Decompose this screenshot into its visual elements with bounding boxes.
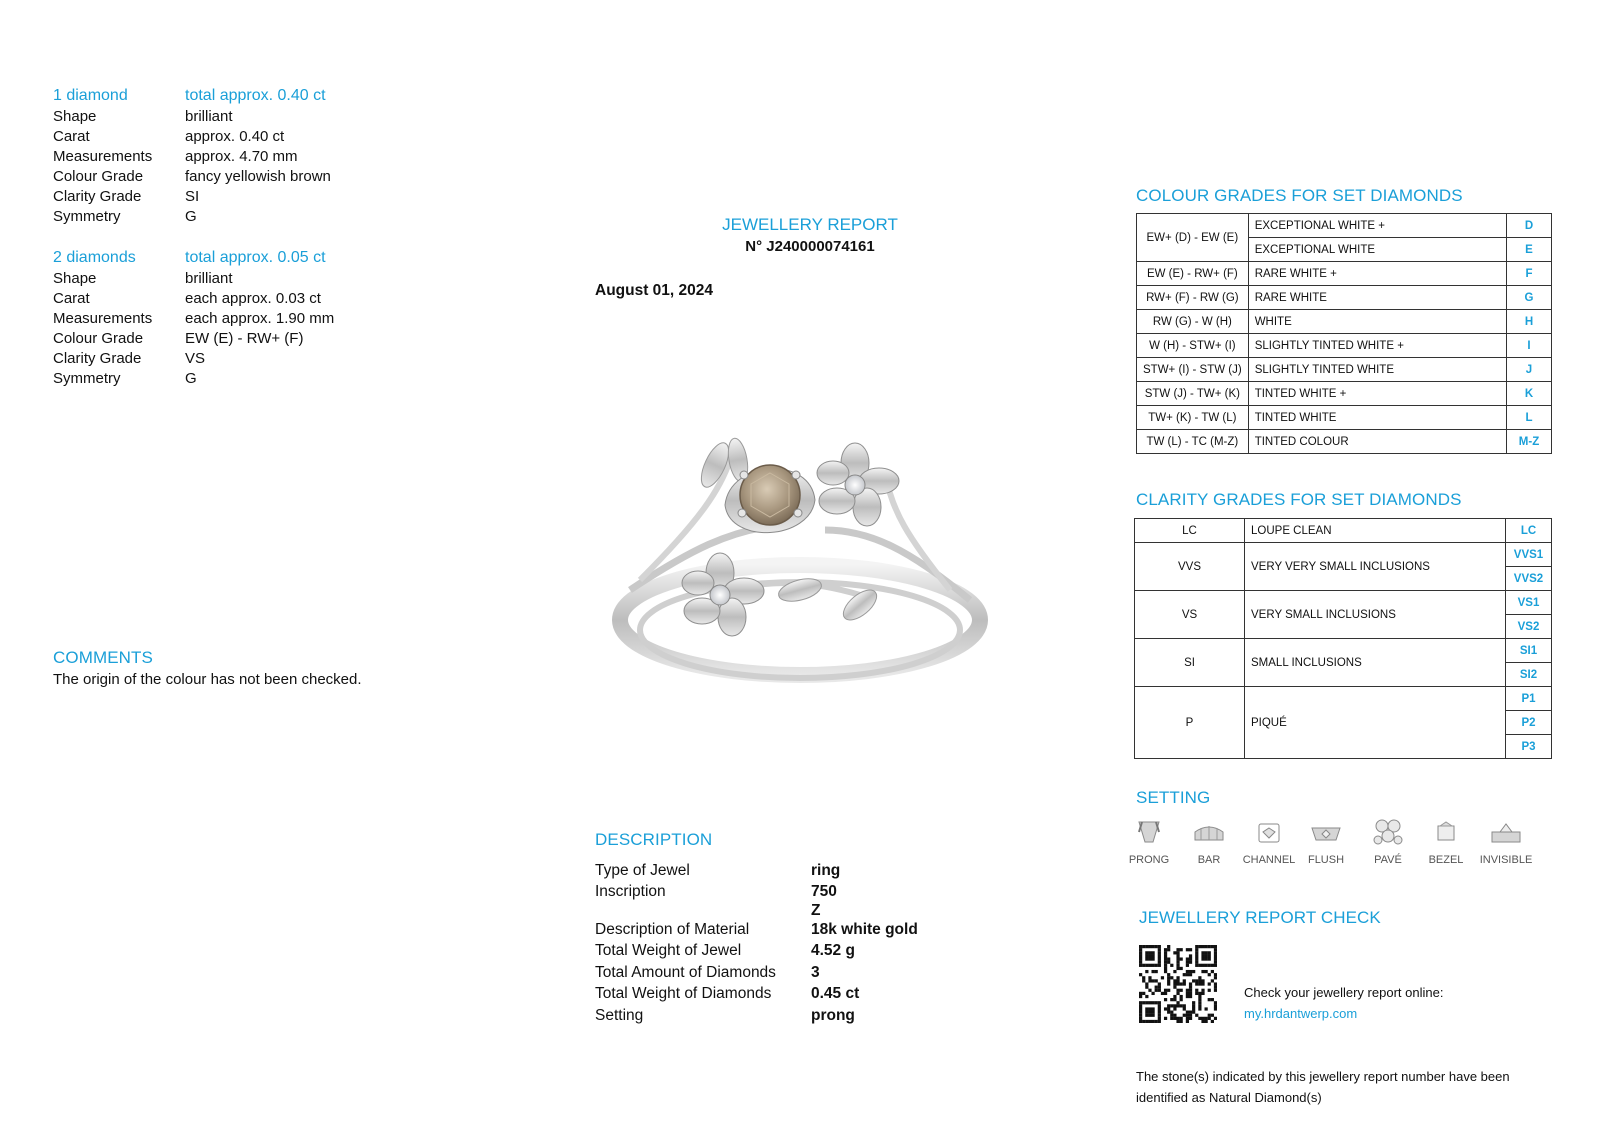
- clarity-code-cell: LC: [1135, 519, 1245, 543]
- clarity-label-cell: VERY SMALL INCLUSIONS: [1245, 591, 1506, 639]
- colour-name-cell: TINTED WHITE +: [1248, 382, 1506, 406]
- clarity-label-cell: LOUPE CLEAN: [1245, 519, 1506, 543]
- colour-letter-cell: K: [1507, 382, 1552, 406]
- description-value: 3: [811, 963, 820, 981]
- clarity-code-cell: SI: [1135, 639, 1245, 687]
- colour-grades-title: COLOUR GRADES FOR SET DIAMONDS: [1136, 186, 1463, 205]
- description-value: prong: [811, 1006, 855, 1024]
- colour-range-cell: TW+ (K) - TW (L): [1137, 406, 1249, 430]
- colour-letter-cell: G: [1507, 286, 1552, 310]
- clarity-grade-cell: P2: [1506, 711, 1552, 735]
- description-value: 4.52 g: [811, 942, 855, 960]
- report-check-link[interactable]: my.hrdantwerp.com: [1244, 1006, 1358, 1021]
- qr-code[interactable]: [1139, 945, 1217, 1023]
- description-row: [595, 962, 975, 984]
- description-row: [595, 882, 975, 904]
- clarity-grade-cell: VS2: [1506, 615, 1552, 639]
- clarity-grade-cell: P1: [1506, 687, 1552, 711]
- main-stone-row: [53, 126, 413, 146]
- colour-letter-cell: J: [1507, 358, 1552, 382]
- clarity-code-cell: VVS: [1135, 543, 1245, 591]
- side-stone-row: [53, 348, 413, 368]
- description-label: Inscription: [595, 883, 666, 901]
- report-heading: [690, 215, 930, 255]
- setting-label: PRONG: [1128, 854, 1170, 866]
- colour-range-cell: TW (L) - TC (M-Z): [1137, 430, 1249, 454]
- colour-grade-row: [1137, 334, 1552, 358]
- side-stone-value: VS: [185, 349, 206, 367]
- side-stones-details: [53, 248, 413, 388]
- colour-range-cell: W (H) - STW+ (I): [1137, 334, 1249, 358]
- setting-channel: [1239, 818, 1299, 866]
- colour-range-cell: RW (G) - W (H): [1137, 310, 1249, 334]
- report-title: JEWELLERY REPORT: [722, 215, 898, 234]
- setting-label: BEZEL: [1428, 854, 1464, 866]
- main-stone-label: Colour Grade: [53, 167, 144, 185]
- main-stone-label: Measurements: [53, 147, 153, 165]
- clarity-grade-cell: LC: [1506, 519, 1552, 543]
- side-stone-label: Measurements: [53, 309, 153, 327]
- comments-title: COMMENTS: [53, 648, 153, 667]
- setting-title: SETTING: [1136, 788, 1211, 807]
- main-stone-value: approx. 0.40 ct: [185, 127, 285, 145]
- setting-label: INVISIBLE: [1479, 854, 1533, 866]
- description-value: 18k white gold: [811, 920, 918, 938]
- description-section: [595, 830, 975, 1027]
- description-label: Total Weight of Jewel: [595, 942, 742, 960]
- colour-grade-row: [1137, 358, 1552, 382]
- colour-range-cell: RW+ (F) - RW (G): [1137, 286, 1249, 310]
- colour-name-cell: EXCEPTIONAL WHITE +: [1248, 214, 1506, 238]
- setting-bezel: [1416, 818, 1476, 866]
- main-stone-details: [53, 86, 413, 226]
- setting-label: CHANNEL: [1242, 854, 1296, 866]
- side-stone-row: [53, 328, 413, 348]
- description-value: 0.45 ct: [811, 985, 860, 1003]
- colour-name-cell: RARE WHITE: [1248, 286, 1506, 310]
- colour-range-cell: STW+ (I) - STW (J): [1137, 358, 1249, 382]
- colour-grades-table: [1136, 213, 1552, 454]
- side-stone-value: brilliant: [185, 269, 233, 287]
- clarity-grade-cell: VVS1: [1506, 543, 1552, 567]
- comments-section: [53, 648, 362, 688]
- description-title: DESCRIPTION: [595, 830, 713, 849]
- side-stone-label: Colour Grade: [53, 329, 144, 347]
- description-value: 750: [811, 883, 837, 901]
- main-stone-row: [53, 206, 413, 226]
- report-number: N° J240000074161: [745, 238, 875, 255]
- side-stone-label: Carat: [53, 289, 90, 307]
- main-stone-row: [53, 186, 413, 206]
- colour-letter-cell: I: [1507, 334, 1552, 358]
- main-stone-heading: 1 diamond total approx. 0.40 ct: [53, 87, 326, 104]
- colour-name-cell: RARE WHITE +: [1248, 262, 1506, 286]
- clarity-grade-cell: SI2: [1506, 663, 1552, 687]
- description-row: [595, 919, 975, 941]
- bezel-setting-icon: [1430, 818, 1462, 848]
- colour-name-cell: WHITE: [1248, 310, 1506, 334]
- ring-photo: [610, 430, 990, 700]
- setting-label: BAR: [1197, 854, 1221, 866]
- side-stones-heading: 2 diamonds total approx. 0.05 ct: [53, 249, 326, 266]
- side-stone-label: Symmetry: [53, 369, 121, 387]
- description-row: [595, 1005, 975, 1027]
- clarity-grade-cell: SI1: [1506, 639, 1552, 663]
- description-value: ring: [811, 861, 841, 879]
- colour-name-cell: TINTED WHITE: [1248, 406, 1506, 430]
- colour-letter-cell: L: [1507, 406, 1552, 430]
- report-date: August 01, 2024: [595, 282, 714, 299]
- colour-letter-cell: E: [1507, 238, 1552, 262]
- clarity-grade-cell: P3: [1506, 735, 1552, 759]
- setting-invisible: [1476, 818, 1536, 866]
- setting-pave: [1358, 818, 1418, 866]
- clarity-grades-title: CLARITY GRADES FOR SET DIAMONDS: [1136, 490, 1462, 509]
- report-check-title: JEWELLERY REPORT CHECK: [1139, 908, 1381, 927]
- main-stone-row: [53, 146, 413, 166]
- setting-prong: [1119, 818, 1179, 866]
- main-stone-label: Symmetry: [53, 207, 121, 225]
- setting-bar: [1179, 818, 1239, 866]
- clarity-grade-row: [1135, 687, 1552, 711]
- clarity-grade-row: [1135, 639, 1552, 663]
- side-stone-label: Clarity Grade: [53, 349, 142, 367]
- colour-name-cell: TINTED COLOUR: [1248, 430, 1506, 454]
- description-value: Z: [811, 902, 821, 919]
- channel-setting-icon: [1253, 818, 1285, 848]
- main-stone-value: approx. 4.70 mm: [185, 147, 298, 165]
- prong-setting-icon: [1133, 818, 1165, 848]
- side-stone-row: [53, 288, 413, 308]
- colour-grade-row: [1137, 262, 1552, 286]
- colour-grade-row: [1137, 430, 1552, 454]
- colour-letter-cell: M-Z: [1507, 430, 1552, 454]
- main-stone-value: SI: [185, 187, 200, 205]
- colour-range-cell: STW (J) - TW+ (K): [1137, 382, 1249, 406]
- clarity-grade-row: [1135, 591, 1552, 615]
- side-stone-value: G: [185, 369, 197, 387]
- colour-grade-row: [1137, 286, 1552, 310]
- comments-text: The origin of the colour has not been checked.: [53, 671, 362, 688]
- description-row: [595, 941, 975, 963]
- main-stone-row: [53, 166, 413, 186]
- main-stone-value: fancy yellowish brown: [185, 167, 331, 185]
- setting-label: PAVÉ: [1374, 854, 1402, 866]
- colour-letter-cell: D: [1507, 214, 1552, 238]
- description-row: [595, 860, 975, 882]
- clarity-code-cell: VS: [1135, 591, 1245, 639]
- natural-diamond-statement: The stone(s) indicated by this jewellery report number have been identified as Natural Diamond(s): [1136, 1069, 1510, 1105]
- clarity-grade-row: [1135, 543, 1552, 567]
- main-stone-value: brilliant: [185, 107, 233, 125]
- side-stone-row: [53, 268, 413, 288]
- colour-grade-row: [1137, 382, 1552, 406]
- description-row: [595, 903, 975, 919]
- report-check-text: Check your jewellery report online:: [1244, 985, 1444, 1000]
- colour-letter-cell: H: [1507, 310, 1552, 334]
- description-row: [595, 984, 975, 1006]
- colour-range-cell: EW+ (D) - EW (E): [1137, 214, 1249, 262]
- main-stone-row: [53, 106, 413, 126]
- clarity-label-cell: VERY VERY SMALL INCLUSIONS: [1245, 543, 1506, 591]
- bar-setting-icon: [1193, 818, 1225, 848]
- colour-name-cell: EXCEPTIONAL WHITE: [1248, 238, 1506, 262]
- description-label: Total Weight of Diamonds: [595, 985, 772, 1003]
- side-stone-value: each approx. 0.03 ct: [185, 289, 321, 307]
- side-stone-value: each approx. 1.90 mm: [185, 309, 335, 327]
- side-stone-row: [53, 368, 413, 388]
- colour-range-cell: EW (E) - RW+ (F): [1137, 262, 1249, 286]
- colour-letter-cell: F: [1507, 262, 1552, 286]
- clarity-grade-row: [1135, 519, 1552, 543]
- colour-grade-row: [1137, 406, 1552, 430]
- clarity-label-cell: SMALL INCLUSIONS: [1245, 639, 1506, 687]
- colour-name-cell: SLIGHTLY TINTED WHITE +: [1248, 334, 1506, 358]
- main-stone-label: Shape: [53, 107, 97, 125]
- main-stone-value: G: [185, 207, 197, 225]
- clarity-grades-table: [1134, 518, 1552, 759]
- description-label: Description of Material: [595, 920, 750, 938]
- flush-setting-icon: [1310, 818, 1342, 848]
- description-label: Setting: [595, 1006, 644, 1024]
- setting-label: FLUSH: [1307, 854, 1345, 866]
- clarity-label-cell: PIQUÉ: [1245, 687, 1506, 759]
- colour-name-cell: SLIGHTLY TINTED WHITE: [1248, 358, 1506, 382]
- side-stone-value: EW (E) - RW+ (F): [185, 329, 304, 347]
- description-label: Type of Jewel: [595, 861, 690, 879]
- main-stone-label: Clarity Grade: [53, 187, 142, 205]
- main-stone-label: Carat: [53, 127, 90, 145]
- setting-flush: [1296, 818, 1356, 866]
- clarity-code-cell: P: [1135, 687, 1245, 759]
- side-stone-row: [53, 308, 413, 328]
- pave-setting-icon: [1372, 818, 1404, 848]
- side-stone-label: Shape: [53, 269, 97, 287]
- description-label: Total Amount of Diamonds: [595, 963, 776, 981]
- invisible-setting-icon: [1490, 818, 1522, 848]
- clarity-grade-cell: VS1: [1506, 591, 1552, 615]
- colour-grade-row: [1137, 214, 1552, 238]
- colour-grade-row: [1137, 310, 1552, 334]
- clarity-grade-cell: VVS2: [1506, 567, 1552, 591]
